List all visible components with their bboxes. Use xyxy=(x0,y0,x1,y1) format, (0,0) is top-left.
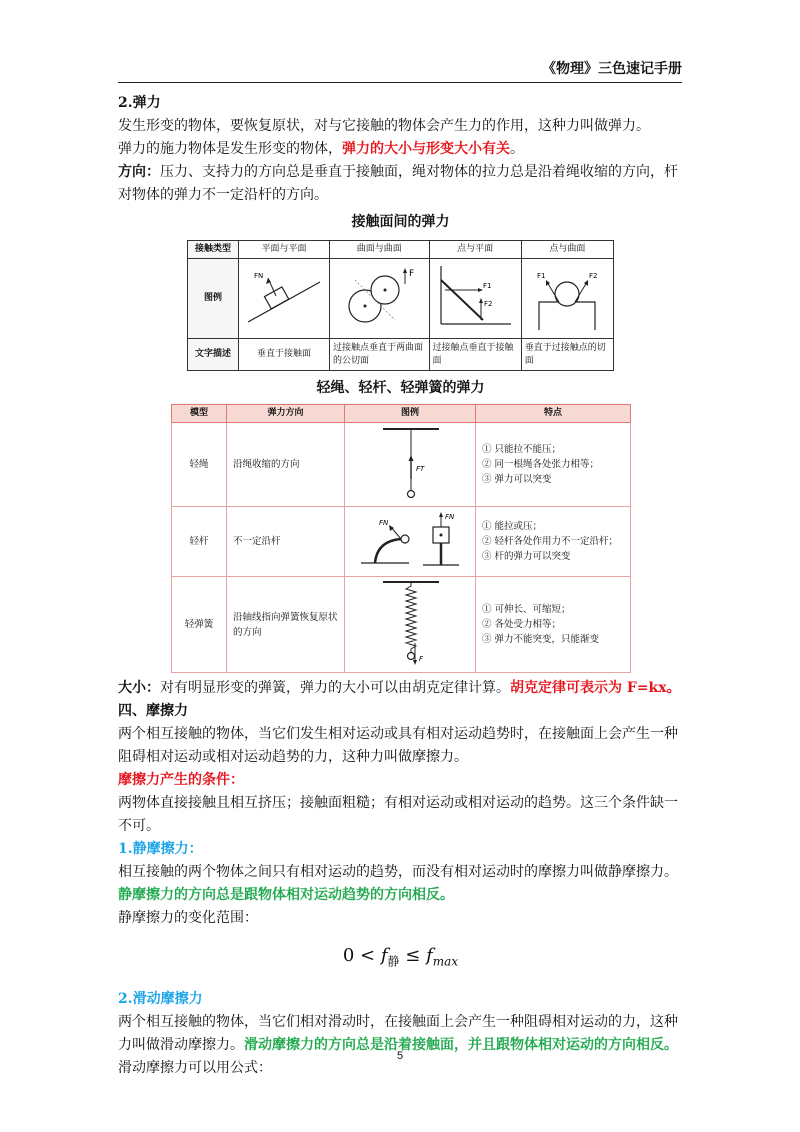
section-heading-friction: 四、摩擦力 xyxy=(118,703,188,719)
table-caption: 轻绳、轻杆、轻弹簧的弹力 xyxy=(316,380,485,396)
highlight-text: 弹力的大小与形变大小有关 xyxy=(342,141,510,157)
table-row xyxy=(188,259,614,339)
table-cell: 沿轴线指向弹簧恢复原状的方向 xyxy=(227,577,345,673)
header-title: 《物理》三色速记手册 xyxy=(542,61,682,77)
section-heading-elastic: 2.弹力 xyxy=(118,95,161,111)
feature-item: ① 只能拉不能压； xyxy=(482,444,562,455)
table-cell xyxy=(476,577,631,673)
table-header-cell: 接触类型 xyxy=(188,241,239,259)
table-row xyxy=(188,339,614,371)
equation-static-range: $0 < f_静 \le f_{max}$ xyxy=(342,945,459,969)
svg-text:F1: F1 xyxy=(483,282,492,290)
table-cell: 过接触点垂直于接触面 xyxy=(429,339,521,371)
table-cell: 轻弹簧 xyxy=(172,577,227,673)
table-row-label: 图例 xyxy=(188,259,239,339)
highlight-text: 滑动摩擦力的方向总是沿着接触面，并且跟物体相对运动的方向相反。 xyxy=(244,1036,678,1053)
table-row xyxy=(172,405,631,423)
table-row-label: 文字描述 xyxy=(188,339,239,371)
diagram-curve-curve xyxy=(330,259,430,339)
paragraph: 大小：对有明显形变的弹簧，弹力的大小可以由胡克定律计算。胡克定律可表示为 F=kx。 xyxy=(118,680,681,696)
feature-item: ① 可伸长、可缩短； xyxy=(482,604,571,615)
feature-item: ② 同一根绳各处张力相等； xyxy=(482,459,600,470)
table-cell xyxy=(476,507,631,577)
svg-text:FN: FN xyxy=(445,513,455,521)
svg-text:F2: F2 xyxy=(589,272,598,280)
table-row xyxy=(172,507,631,577)
table-cell: 过接触点垂直于两曲面的公切面 xyxy=(330,339,430,371)
svg-text:F: F xyxy=(409,269,415,279)
svg-text:FT: FT xyxy=(416,465,425,473)
subheading: 1.静摩擦力： xyxy=(118,841,203,857)
diagram-point-curve xyxy=(521,259,613,339)
light-models-table xyxy=(171,404,631,673)
diagram-light-rod xyxy=(345,507,476,577)
feature-item: ② 各处受力相等； xyxy=(482,619,562,630)
subheading: 摩擦力产生的条件： xyxy=(118,772,244,788)
paragraph: 滑动摩擦力可以用公式： xyxy=(118,1059,272,1076)
table-header-cell: 弹力方向 xyxy=(227,405,345,423)
highlight-text: 静摩擦力的方向总是跟物体相对运动趋势的方向相反。 xyxy=(118,887,454,903)
table-cell xyxy=(476,423,631,507)
table-header-cell: 平面与平面 xyxy=(239,241,330,259)
diagram-light-rope xyxy=(345,423,476,507)
feature-item: ③ 弹力不能突变，只能渐变 xyxy=(482,634,600,645)
svg-text:F1: F1 xyxy=(537,272,546,280)
page-number: 5 xyxy=(396,1050,404,1062)
diagram-point-plane xyxy=(429,259,521,339)
page-header xyxy=(118,58,682,83)
paragraph: 发生形变的物体，要恢复原状，对与它接触的物体会产生力的作用，这种力叫做弹力。 xyxy=(118,118,650,134)
paragraph: 方向：压力、支持力的方向总是垂直于接触面，绳对物体的拉力总是沿着绳收缩的方向，杆对物体的弹力不一定沿杆的方向。 xyxy=(118,164,678,203)
feature-item: ③ 弹力可以突变 xyxy=(482,474,552,485)
table-cell: 垂直于接触面 xyxy=(239,339,330,371)
svg-text:F: F xyxy=(419,655,424,663)
paragraph: 两物体直接接触且相互挤压；接触面粗糙；有相对运动或相对运动的趋势。这三个条件缺一不可。 xyxy=(118,795,678,834)
table-row xyxy=(188,241,614,259)
table-header-cell: 模型 xyxy=(172,405,227,423)
table-caption: 接触面间的弹力 xyxy=(351,214,450,230)
paragraph: 弹力的施力物体是发生形变的物体，弹力的大小与形变大小有关。 xyxy=(118,141,524,157)
feature-item: ③ 杆的弹力可以突变 xyxy=(482,551,571,562)
contact-force-table xyxy=(187,240,614,371)
table-cell: 垂直于过接触点的切面 xyxy=(521,339,613,371)
table-cell: 轻杆 xyxy=(172,507,227,577)
paragraph: 相互接触的两个物体之间只有相对运动的趋势，而没有相对运动时的摩擦力叫做静摩擦力。 xyxy=(118,864,678,880)
table-header-cell: 图例 xyxy=(345,405,476,423)
table-cell: 沿绳收缩的方向 xyxy=(227,423,345,507)
direction-label: 方向： xyxy=(118,164,160,180)
size-label: 大小： xyxy=(118,680,160,696)
svg-text:FN: FN xyxy=(379,519,389,527)
table-header-cell: 曲面与曲面 xyxy=(330,241,430,259)
table-row xyxy=(172,423,631,507)
svg-text:F2: F2 xyxy=(484,300,493,308)
subheading: 2.滑动摩擦力 xyxy=(118,990,203,1007)
table-cell: 不一定沿杆 xyxy=(227,507,345,577)
table-row xyxy=(172,577,631,673)
svg-text:FN: FN xyxy=(254,272,264,280)
feature-item: ② 轻杆各处作用力不一定沿杆； xyxy=(482,536,619,547)
paragraph: 两个相互接触的物体，当它们发生相对运动或具有相对运动趋势时，在接触面上会产生一种阻碍相对运动或相对运动趋势的力，这种力叫做摩擦力。 xyxy=(118,726,678,765)
diagram-plane-plane xyxy=(239,259,330,339)
feature-item: ① 能拉或压； xyxy=(482,521,543,532)
page-content xyxy=(118,92,683,1080)
table-header-cell: 特点 xyxy=(476,405,631,423)
paragraph: 两个相互接触的物体，当它们相对滑动时，在接触面上会产生一种阻碍相对运动的力，这种力叫做滑动摩擦力。滑动摩擦力的方向总是沿着接触面，并且跟物体相对运动的方向相反。 xyxy=(118,1013,678,1053)
highlight-text: 胡克定律可表示为 F=kx。 xyxy=(510,680,681,696)
table-cell: 轻绳 xyxy=(172,423,227,507)
paragraph: 静摩擦力的变化范围： xyxy=(118,910,258,926)
table-header-cell: 点与曲面 xyxy=(521,241,613,259)
diagram-light-spring xyxy=(345,577,476,673)
table-header-cell: 点与平面 xyxy=(429,241,521,259)
